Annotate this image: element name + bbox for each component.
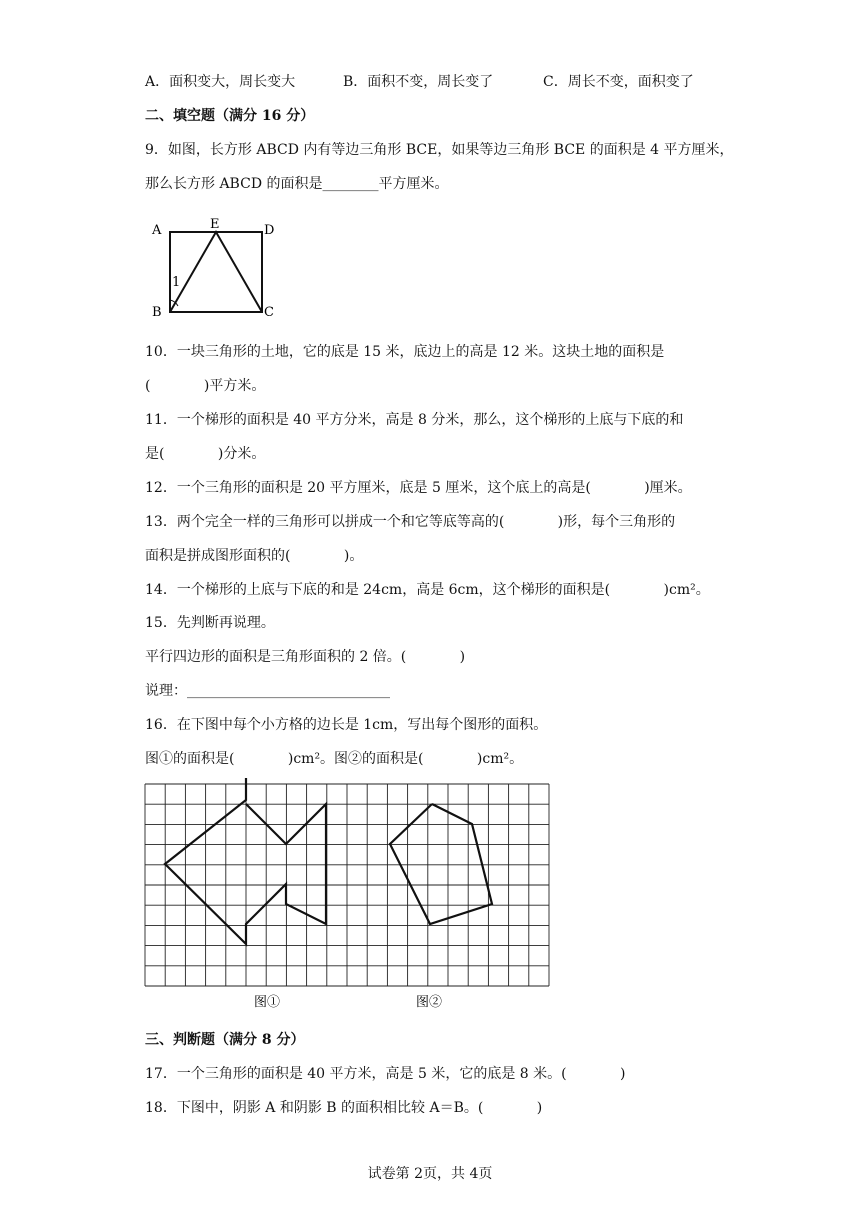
triangle-bce (170, 232, 262, 312)
q15-line2: 平行四边形的面积是三角形面积的 2 倍。( ) (145, 649, 466, 665)
section-title-judgement: 三、判断题（满分 8 分） (145, 1032, 305, 1048)
option-b: B．面积不变，周长变了 (343, 74, 494, 90)
section-title-fill-blank: 二、填空题（满分 16 分） (145, 108, 315, 124)
label-b: B (152, 305, 162, 320)
rectangle-abcd (170, 232, 262, 312)
q11-line2: 是( )分米。 (145, 446, 266, 462)
page-footer: 试卷第 2页，共 4页 (367, 1166, 493, 1182)
option-a: A．面积变大，周长变大 (145, 74, 296, 90)
q17-line: 17．一个三角形的面积是 40 平方米，高是 5 米，它的底是 8 米。( ) (145, 1066, 626, 1082)
figure2-outline (390, 804, 492, 924)
q16-grid-figure (140, 778, 560, 1014)
q15-line3: 说理：_____________________________ (145, 683, 390, 699)
label-c: C (264, 305, 274, 320)
q13-line2: 面积是拼成图形面积的( )。 (145, 548, 364, 564)
q14-line: 14．一个梯形的上底与下底的和是 24cm，高是 6cm，这个梯形的面积是( )cm²。 (145, 582, 710, 598)
q18-line: 18．下图中，阴影 A 和阴影 B 的面积相比较 A＝B。( ) (145, 1100, 543, 1116)
q9-line1: 9．如图，长方形 ABCD 内有等边三角形 BCE，如果等边三角形 BCE 的面积是 4 平方厘米， (145, 142, 734, 158)
label-e: E (210, 217, 220, 232)
figure2-label: 图② (416, 995, 443, 1010)
q9-rectangle-triangle-figure (148, 214, 288, 324)
q15-line1: 15．先判断再说理。 (145, 615, 275, 631)
label-a: A (152, 223, 162, 238)
option-c: C．周长不变，面积变了 (543, 74, 694, 90)
q11-line1: 11．一个梯形的面积是 40 平方分米，高是 8 分米，那么，这个梯形的上底与下底的和 (145, 412, 684, 428)
q10-line1: 10．一块三角形的土地，它的底是 15 米，底边上的高是 12 米。这块土地的面积是 (145, 344, 665, 360)
q13-line1: 13．两个完全一样的三角形可以拼成一个和它等底等高的( )形，每个三角形的 (145, 514, 676, 530)
label-d: D (264, 223, 275, 238)
q16-line2: 图①的面积是( )cm²。图②的面积是( )cm²。 (145, 751, 524, 767)
grid-lines (145, 784, 549, 986)
figure1-outline (165, 778, 326, 944)
q10-line2: ( )平方米。 (145, 378, 266, 394)
label-angle-1: 1 (172, 275, 181, 290)
q16-line1: 16．在下图中每个小方格的边长是 1cm，写出每个图形的面积。 (145, 717, 548, 733)
q9-line2: 那么长方形 ABCD 的面积是________平方厘米。 (145, 176, 449, 192)
q12-line: 12．一个三角形的面积是 20 平方厘米，底是 5 厘米，这个底上的高是( )厘米。 (145, 480, 692, 496)
figure1-label: 图① (254, 995, 281, 1010)
